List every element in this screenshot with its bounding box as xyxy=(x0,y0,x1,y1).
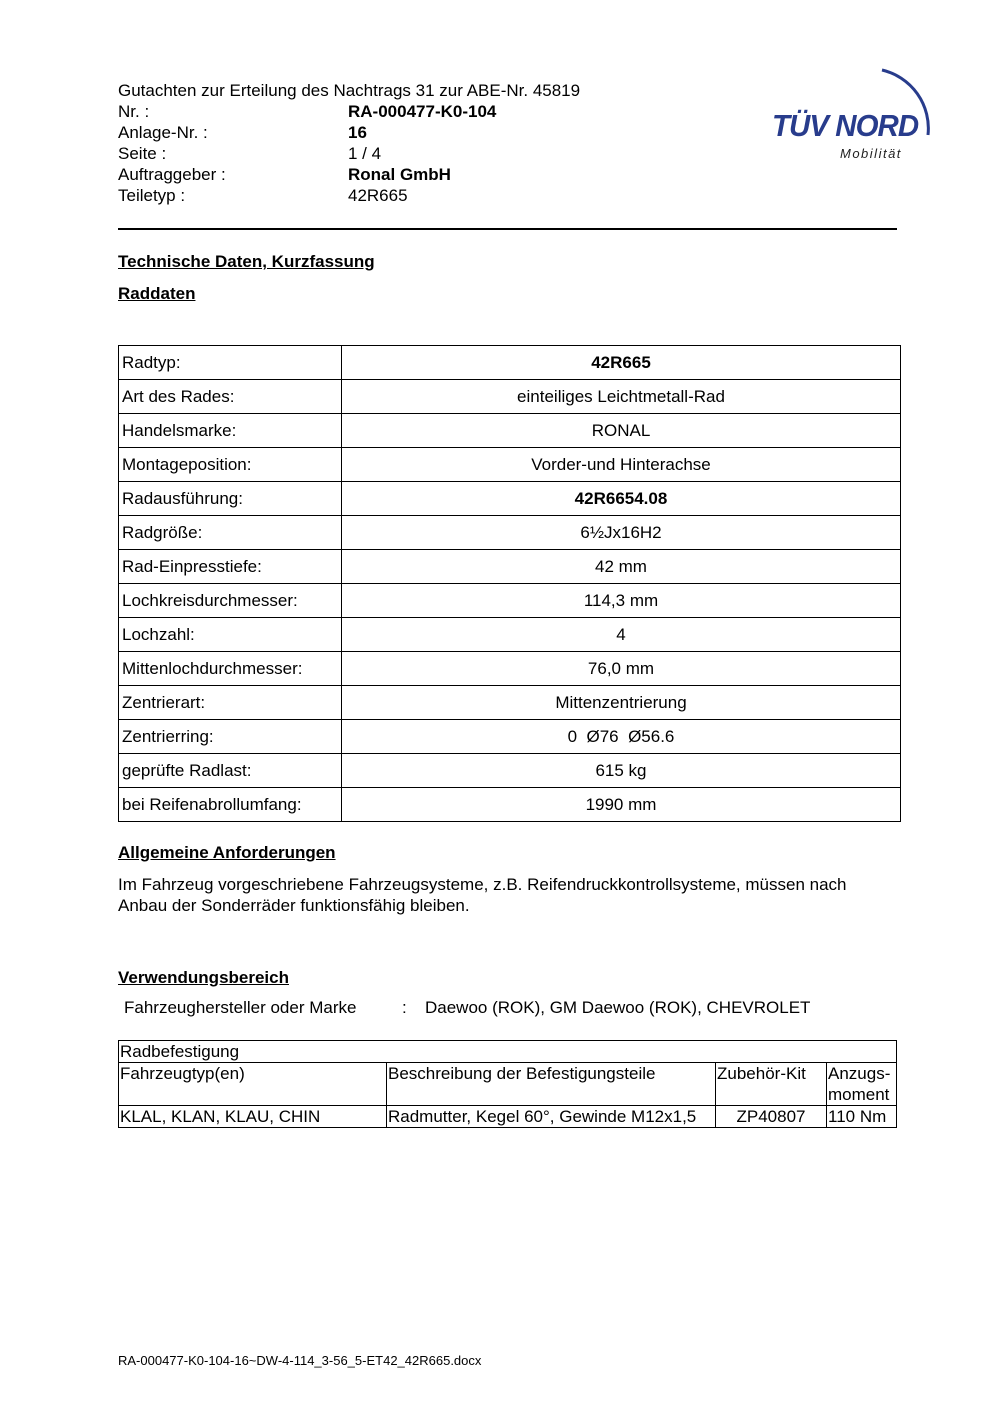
header-row-nr xyxy=(118,101,678,122)
table-row xyxy=(119,1106,897,1128)
row-value: 42 mm xyxy=(342,550,901,584)
row-label: Art des Rades: xyxy=(119,380,342,414)
header-row-seite xyxy=(118,143,678,164)
row-value: 0 Ø76 Ø56.6 xyxy=(342,720,901,754)
header-label: Auftraggeber : xyxy=(118,165,226,184)
table-row xyxy=(119,754,901,788)
allgemeine-paragraph: Im Fahrzeug vorgeschriebene Fahrzeugsysteme, z.B. Reifendruckkontrollsysteme, müssen nach Anbau der Sonderräder funktionsfähig bleiben. xyxy=(118,875,847,915)
row-label: Montageposition: xyxy=(119,448,342,482)
row-label: Radausführung: xyxy=(119,482,342,516)
table-row xyxy=(119,516,901,550)
row-value: 615 kg xyxy=(342,754,901,788)
row-label: Rad-Einpresstiefe: xyxy=(119,550,342,584)
table-row xyxy=(119,618,901,652)
table-row xyxy=(119,686,901,720)
table-cell: ZP40807 xyxy=(716,1106,827,1128)
column-header: Anzugs-moment xyxy=(827,1063,897,1106)
table-row xyxy=(119,414,901,448)
column-header: Zubehör-Kit xyxy=(716,1063,827,1106)
manufacturer-separator: : xyxy=(402,998,407,1017)
row-label: Radgröße: xyxy=(119,516,342,550)
footer-filename: RA-000477-K0-104-16~DW-4-114_3-56_5-ET42_42R665.docx xyxy=(118,1353,482,1368)
row-value: 1990 mm xyxy=(342,788,901,822)
row-label: Zentrierart: xyxy=(119,686,342,720)
header-row-auftraggeber xyxy=(118,164,678,185)
table-row xyxy=(119,448,901,482)
row-label: Radtyp: xyxy=(119,346,342,380)
table-cell: Radmutter, Kegel 60°, Gewinde M12x1,5 xyxy=(387,1106,716,1128)
row-value: einteiliges Leichtmetall-Rad xyxy=(342,380,901,414)
row-label: bei Reifenabrollumfang: xyxy=(119,788,342,822)
table-title-row xyxy=(119,1041,897,1063)
manufacturer-label: Fahrzeughersteller oder Marke xyxy=(124,998,357,1017)
table-cell: KLAL, KLAN, KLAU, CHIN xyxy=(119,1106,387,1128)
header-row-teiletyp xyxy=(118,185,678,206)
header-value: 16 xyxy=(348,123,367,142)
report-title: Gutachten zur Erteilung des Nachtrags 31 zur ABE-Nr. 45819 xyxy=(118,81,581,100)
section-heading-technische-daten: Technische Daten, Kurzfassung xyxy=(118,252,375,271)
section-heading-raddaten: Raddaten xyxy=(118,284,196,303)
logo-subtitle: Mobilität xyxy=(840,146,902,161)
header-row-anlage xyxy=(118,122,678,143)
row-label: geprüfte Radlast: xyxy=(119,754,342,788)
row-label: Lochkreisdurchmesser: xyxy=(119,584,342,618)
table-row xyxy=(119,380,901,414)
table-row xyxy=(119,788,901,822)
row-value: Vorder-und Hinterachse xyxy=(342,448,901,482)
row-value: 4 xyxy=(342,618,901,652)
table-header-row xyxy=(119,1063,897,1106)
row-value: 76,0 mm xyxy=(342,652,901,686)
row-label: Handelsmarke: xyxy=(119,414,342,448)
table-row xyxy=(119,482,901,516)
table-title: Radbefestigung xyxy=(119,1041,897,1063)
section-heading-allgemeine: Allgemeine Anforderungen xyxy=(118,843,336,862)
logo-wordmark: TÜV NORD xyxy=(772,108,919,143)
table-cell: 110 Nm xyxy=(827,1106,897,1128)
header-value: 42R665 xyxy=(348,186,408,205)
row-value: RONAL xyxy=(342,414,901,448)
row-label: Mittenlochdurchmesser: xyxy=(119,652,342,686)
column-header: Fahrzeugtyp(en) xyxy=(119,1063,387,1106)
document-header xyxy=(118,80,678,206)
table-row xyxy=(119,720,901,754)
tuev-nord-logo xyxy=(770,60,945,170)
row-value: 6½Jx16H2 xyxy=(342,516,901,550)
column-header: Beschreibung der Befestigungsteile xyxy=(387,1063,716,1106)
table-row xyxy=(119,652,901,686)
row-label: Zentrierring: xyxy=(119,720,342,754)
header-label: Nr. : xyxy=(118,102,150,121)
header-value: Ronal GmbH xyxy=(348,165,451,184)
table-row xyxy=(119,550,901,584)
row-value: 42R6654.08 xyxy=(342,482,901,516)
header-value: RA-000477-K0-104 xyxy=(348,102,497,121)
header-value: 1 / 4 xyxy=(348,144,382,163)
wheel-data-table xyxy=(118,345,901,822)
wheel-fixing-table xyxy=(118,1040,897,1128)
row-label: Lochzahl: xyxy=(119,618,342,652)
row-value: 114,3 mm xyxy=(342,584,901,618)
manufacturer-value: Daewoo (ROK), GM Daewoo (ROK), CHEVROLET xyxy=(425,998,811,1017)
table-row xyxy=(119,346,901,380)
header-label: Anlage-Nr. : xyxy=(118,123,208,142)
header-divider xyxy=(118,228,897,230)
header-label: Teiletyp : xyxy=(118,186,186,205)
manufacturer-line xyxy=(124,998,810,1018)
table-row xyxy=(119,584,901,618)
row-value: 42R665 xyxy=(342,346,901,380)
row-value: Mittenzentrierung xyxy=(342,686,901,720)
section-heading-verwendung: Verwendungsbereich xyxy=(118,968,289,987)
header-label: Seite : xyxy=(118,144,167,163)
